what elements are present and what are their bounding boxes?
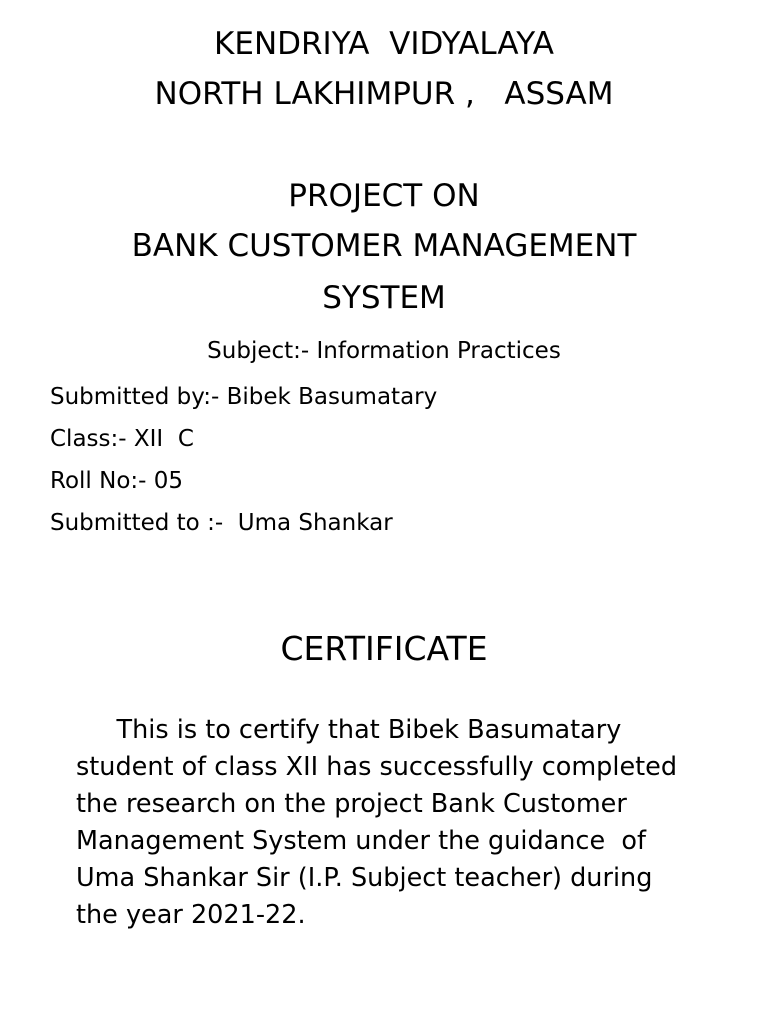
project-title-line-2: SYSTEM — [322, 280, 446, 316]
project-label: PROJECT ON — [288, 178, 480, 214]
certificate-body — [76, 712, 736, 934]
subject-line: Subject:- Information Practices — [207, 338, 561, 364]
submission-details — [50, 376, 437, 544]
certificate-line-1: This is to certify that Bibek Basumatary — [76, 715, 622, 745]
class-info: Class:- XII C — [50, 426, 194, 452]
project-title-line-1: BANK CUSTOMER MANAGEMENT — [131, 228, 637, 264]
submitted-to: Submitted to :- Uma Shankar — [50, 510, 393, 536]
certificate-line-5: Uma Shankar Sir (I.P. Subject teacher) during — [76, 863, 653, 893]
certificate-line-4: Management System under the guidance of — [76, 826, 646, 856]
certificate-title: CERTIFICATE — [280, 629, 488, 668]
certificate-line-6: the year 2021-22. — [76, 900, 306, 930]
certificate-line-2: student of class XII has successfully completed — [76, 752, 678, 782]
roll-number: Roll No:- 05 — [50, 468, 184, 494]
certificate-line-3: the research on the project Bank Customer — [76, 789, 627, 819]
submitted-by: Submitted by:- Bibek Basumatary — [50, 384, 438, 410]
school-name: KENDRIYA VIDYALAYA — [214, 26, 554, 62]
school-location: NORTH LAKHIMPUR , ASSAM — [154, 76, 614, 112]
